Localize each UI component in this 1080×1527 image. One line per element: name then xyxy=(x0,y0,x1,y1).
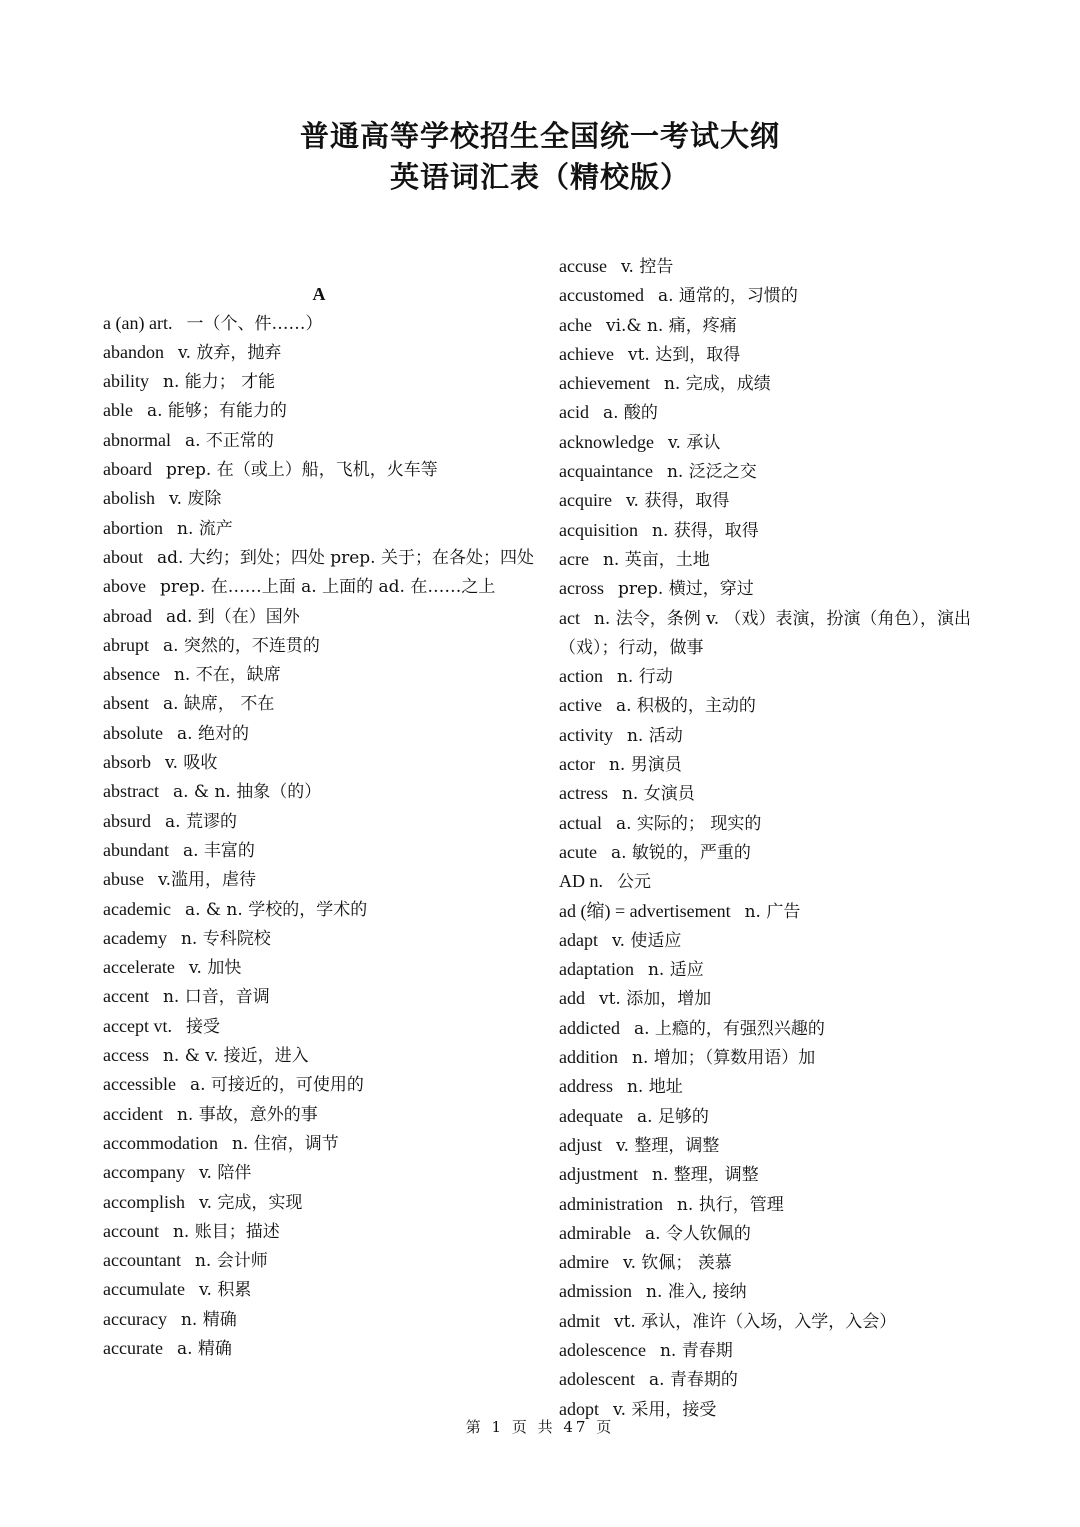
entry-word: adjust xyxy=(559,1134,602,1155)
entry-definition: v. 获得，取得 xyxy=(625,491,730,512)
document-title: 普通高等学校招生全国统一考试大纲 xyxy=(299,119,780,153)
entry-word: above xyxy=(103,576,146,597)
vocab-entry xyxy=(559,691,991,720)
entry-definition: a. 绝对的 xyxy=(177,723,249,744)
entry-word: accommodation xyxy=(103,1132,218,1153)
vocab-entry xyxy=(103,1275,535,1304)
entry-word: administration xyxy=(559,1193,663,1214)
vocab-entry xyxy=(103,777,535,806)
vocab-entry xyxy=(103,689,535,718)
page-footer: 第 1 页 共 47 页 xyxy=(465,1418,615,1436)
vocab-entry xyxy=(559,1277,991,1306)
vocab-entry xyxy=(103,484,535,513)
entry-word: academic xyxy=(103,898,171,919)
entry-word: abnormal xyxy=(103,429,171,450)
entry-definition: n. 增加；（算数用语）加 xyxy=(632,1048,816,1069)
vocab-entry xyxy=(559,1072,991,1101)
entry-word: absurd xyxy=(103,810,151,831)
entry-definition: n. 英亩，土地 xyxy=(602,549,710,570)
entry-definition: n. 地址 xyxy=(626,1077,683,1098)
vocab-entry xyxy=(559,1190,991,1219)
entry-word: admit xyxy=(559,1310,600,1331)
vocab-entry xyxy=(559,1102,991,1131)
entry-word: accuracy xyxy=(103,1308,167,1329)
entry-definition: vi.& n. 痛，疼痛 xyxy=(605,315,737,336)
vocab-entry xyxy=(103,309,535,338)
entry-definition: a. 酸的 xyxy=(602,403,658,424)
vocab-entry xyxy=(103,1158,535,1187)
vocab-entry xyxy=(559,1219,991,1248)
vocab-entry xyxy=(103,748,535,777)
entry-definition: a. 令人钦佩的 xyxy=(644,1223,751,1244)
entry-definition: n. & v. 接近，进入 xyxy=(162,1046,309,1067)
entry-definition: n. 不在，缺席 xyxy=(173,665,281,686)
entry-word: adjustment xyxy=(559,1164,638,1185)
vocab-entry xyxy=(103,836,535,865)
vocab-entry xyxy=(559,428,991,457)
vocab-entry xyxy=(103,924,535,953)
vocab-entry xyxy=(103,982,535,1011)
left-column xyxy=(103,252,535,1363)
entry-word: accident xyxy=(103,1103,163,1124)
vocab-entry xyxy=(559,867,991,896)
entry-word: acute xyxy=(559,841,597,862)
entry-definition: n. 账目；描述 xyxy=(172,1221,280,1242)
entry-definition: prep. 横过，穿过 xyxy=(617,579,754,600)
vocab-entry xyxy=(559,662,991,691)
entry-definition: a. 精确 xyxy=(176,1338,232,1359)
entry-definition: prep. 在（或上）船，飞机，火车等 xyxy=(165,460,438,481)
entry-word: add xyxy=(559,988,585,1009)
entry-word: activity xyxy=(559,724,613,745)
entry-definition: n. 法令，条例 v. （戏）表演，扮演（角色），演出（戏）；行动，做事 xyxy=(559,608,972,658)
entry-word: absolute xyxy=(103,722,163,743)
entry-definition: v. 使适应 xyxy=(611,930,682,951)
entry-word: actual xyxy=(559,812,602,833)
entry-word: absence xyxy=(103,664,160,685)
entry-word: acquaintance xyxy=(559,461,653,482)
vocab-entry xyxy=(559,252,991,281)
entry-word: abolish xyxy=(103,488,155,509)
entry-definition: ad. 到（在）国外 xyxy=(165,606,300,627)
entry-word: absent xyxy=(103,693,149,714)
vocab-entry xyxy=(103,396,535,425)
entry-definition: n. 女演员 xyxy=(621,784,695,805)
vocab-entry xyxy=(559,340,991,369)
entry-definition: 一（个、件……） xyxy=(186,313,323,334)
entry-word: admirable xyxy=(559,1222,631,1243)
entry-word: admission xyxy=(559,1281,633,1302)
entry-word: address xyxy=(559,1076,613,1097)
entry-word: abstract xyxy=(103,781,159,802)
vocab-entry xyxy=(103,514,535,543)
vocab-entry xyxy=(103,660,535,689)
entry-definition: prep. 在……上面 a. 上面的 ad. 在……之上 xyxy=(159,577,496,598)
entry-definition: v. 吸收 xyxy=(165,753,218,774)
vocab-entry xyxy=(559,574,991,603)
vocab-entry xyxy=(103,953,535,982)
entry-word: absorb xyxy=(103,752,151,773)
entry-word: accent xyxy=(103,986,149,1007)
entry-word: admire xyxy=(559,1252,609,1273)
entry-definition: a. 上瘾的，有强烈兴趣的 xyxy=(633,1018,825,1039)
vocab-entry xyxy=(559,750,991,779)
entry-definition: a. 荒谬的 xyxy=(165,811,237,832)
entry-word: account xyxy=(103,1220,159,1241)
entry-word: ad (缩) = advertisement xyxy=(559,900,731,921)
entry-definition: n. 泛泛之交 xyxy=(666,462,757,483)
entry-definition: n. 流产 xyxy=(177,518,233,539)
entry-definition: n. 专科院校 xyxy=(180,928,271,949)
entry-word: abuse xyxy=(103,869,144,890)
entry-definition: a. 青春期的 xyxy=(648,1370,738,1391)
entry-word: achievement xyxy=(559,373,650,394)
entry-word: adapt xyxy=(559,929,598,950)
entry-definition: v.滥用，虐待 xyxy=(157,870,256,891)
entry-definition: n. 准入, 接纳 xyxy=(646,1282,747,1303)
vocab-entry xyxy=(559,1336,991,1365)
vocab-entry xyxy=(559,398,991,427)
left-entry-list xyxy=(103,309,535,1364)
entry-definition: v. 加快 xyxy=(188,958,242,979)
entry-word: adaptation xyxy=(559,959,634,980)
vocab-entry xyxy=(103,426,535,455)
entry-definition: a. 敏锐的，严重的 xyxy=(610,842,751,863)
entry-word: acquire xyxy=(559,490,612,511)
section-letter: A xyxy=(312,284,326,305)
entry-word: ability xyxy=(103,371,149,392)
entry-definition: n. 获得，取得 xyxy=(652,520,759,541)
entry-word: able xyxy=(103,400,133,421)
entry-definition: vt. 添加，增加 xyxy=(599,989,712,1010)
vocab-entry xyxy=(559,486,991,515)
entry-definition: a. 可接近的，可使用的 xyxy=(189,1075,364,1096)
vocab-entry xyxy=(559,1365,991,1394)
entry-word: accountant xyxy=(103,1250,181,1271)
entry-word: acid xyxy=(559,402,589,423)
entry-word: abandon xyxy=(103,341,164,362)
entry-definition: n. 适应 xyxy=(647,960,704,981)
entry-definition: vt. 承认，准许（入场，入学，入会） xyxy=(614,1311,897,1332)
vocab-entry xyxy=(103,865,535,894)
entry-definition: n. 整理，调整 xyxy=(652,1165,759,1186)
entry-definition: 公元 xyxy=(617,872,651,893)
entry-definition: a. 突然的，不连贯的 xyxy=(162,635,320,656)
entry-definition: v. 积累 xyxy=(198,1280,252,1301)
entry-definition: n. 男演员 xyxy=(608,755,682,776)
vocab-entry xyxy=(103,455,535,484)
vocab-entry xyxy=(559,369,991,398)
entry-definition: a. 足够的 xyxy=(636,1106,709,1127)
entry-word: actress xyxy=(559,783,608,804)
vocab-entry xyxy=(103,602,535,631)
entry-definition: a. 通常的，习惯的 xyxy=(657,286,798,307)
entry-word: accept vt. xyxy=(103,1015,172,1036)
entry-definition: n. 活动 xyxy=(626,725,683,746)
vocab-entry xyxy=(559,1014,991,1043)
entry-definition: v. 废除 xyxy=(169,489,222,510)
entry-definition: vt. 达到，取得 xyxy=(627,344,741,365)
entry-word: accuse xyxy=(559,256,607,276)
vocab-entry xyxy=(103,719,535,748)
entry-definition: n. 行动 xyxy=(616,667,673,688)
vocab-entry xyxy=(559,311,991,340)
vocab-entry xyxy=(559,809,991,838)
entry-definition: v. 整理，调整 xyxy=(616,1135,720,1156)
vocab-entry xyxy=(559,545,991,574)
vocab-entry xyxy=(559,955,991,984)
entry-word: a (an) art. xyxy=(103,312,173,333)
entry-word: adolescence xyxy=(559,1339,646,1360)
vocab-entry xyxy=(559,457,991,486)
entry-definition: a. 缺席， 不在 xyxy=(162,694,275,715)
vocab-entry xyxy=(103,1334,535,1363)
entry-word: achieve xyxy=(559,343,614,364)
vocab-entry xyxy=(103,367,535,396)
vocab-entry xyxy=(559,779,991,808)
vocab-entry xyxy=(559,516,991,545)
vocab-entry xyxy=(103,338,535,367)
entry-word: act xyxy=(559,607,580,628)
entry-word: accurate xyxy=(103,1337,163,1358)
right-column xyxy=(559,252,991,1424)
vocab-entry xyxy=(103,895,535,924)
entry-definition: n. 广告 xyxy=(744,901,801,922)
entry-definition: n. 事故，意外的事 xyxy=(176,1104,318,1125)
entry-word: accelerate xyxy=(103,957,175,978)
right-entry-list xyxy=(559,252,991,1424)
entry-definition: a. & n. 学校的，学术的 xyxy=(184,899,368,920)
entry-definition: v. 承认 xyxy=(667,432,721,453)
entry-definition: a. 积极的，主动的 xyxy=(615,696,756,717)
entry-word: abundant xyxy=(103,839,169,860)
vocab-entry xyxy=(103,807,535,836)
entry-word: active xyxy=(559,695,602,716)
entry-word: addition xyxy=(559,1047,618,1068)
entry-definition: a. & n. 抽象（的） xyxy=(172,782,322,803)
vocab-entry xyxy=(559,721,991,750)
entry-word: across xyxy=(559,578,604,599)
entry-definition: 接受 xyxy=(185,1016,220,1037)
vocab-entry xyxy=(559,604,991,663)
vocab-entry xyxy=(103,1041,535,1070)
entry-word: action xyxy=(559,666,603,687)
vocab-entry xyxy=(103,631,535,660)
vocab-entry xyxy=(559,984,991,1013)
vocab-entry xyxy=(559,1043,991,1072)
entry-definition: v. 采用，接受 xyxy=(613,1399,717,1420)
entry-word: ache xyxy=(559,314,592,335)
vocab-entry xyxy=(559,1131,991,1160)
entry-word: AD n. xyxy=(559,871,603,892)
entry-word: accustomed xyxy=(559,285,644,306)
entry-definition: n. 青春期 xyxy=(659,1340,733,1361)
entry-definition: ad. 大约；到处；四处 prep. 关于；在各处；四处 xyxy=(157,547,534,568)
entry-word: acre xyxy=(559,548,589,569)
entry-definition: n. 会计师 xyxy=(194,1251,268,1272)
vocab-entry xyxy=(559,1248,991,1277)
entry-definition: a. 能够；有能力的 xyxy=(146,401,287,422)
vocab-entry xyxy=(559,1160,991,1189)
vocab-entry xyxy=(103,543,535,572)
entry-word: accompany xyxy=(103,1162,185,1183)
entry-definition: n. 住宿，调节 xyxy=(231,1133,339,1154)
entry-word: accumulate xyxy=(103,1279,185,1300)
vocab-entry xyxy=(103,1012,535,1041)
vocab-entry xyxy=(103,1070,535,1099)
entry-definition: v. 陪伴 xyxy=(198,1163,252,1184)
vocab-entry xyxy=(103,1100,535,1129)
vocab-entry xyxy=(103,1305,535,1334)
entry-definition: v. 完成，实现 xyxy=(198,1192,303,1213)
entry-definition: v. 钦佩； 羡慕 xyxy=(622,1253,732,1274)
entry-definition: a. 不正常的 xyxy=(184,430,274,451)
vocab-entry xyxy=(559,838,991,867)
entry-word: aboard xyxy=(103,459,152,480)
entry-word: adolescent xyxy=(559,1369,635,1390)
entry-word: abortion xyxy=(103,517,163,538)
entry-definition: v. 放弃，抛弃 xyxy=(177,342,282,363)
entry-word: adequate xyxy=(559,1105,623,1126)
entry-word: actor xyxy=(559,754,595,775)
vocab-entry xyxy=(103,1129,535,1158)
document-subtitle: 英语词汇表（精校版） xyxy=(389,160,690,194)
entry-word: access xyxy=(103,1045,149,1066)
entry-definition: a. 丰富的 xyxy=(182,840,255,861)
entry-word: adopt xyxy=(559,1398,599,1419)
entry-definition: a. 实际的； 现实的 xyxy=(615,813,762,834)
vocab-entry xyxy=(559,281,991,310)
entry-word: academy xyxy=(103,927,167,948)
entry-definition: n. 执行，管理 xyxy=(676,1194,784,1215)
entry-word: accessible xyxy=(103,1074,176,1095)
vocab-entry xyxy=(103,1188,535,1217)
entry-definition: n. 口音，音调 xyxy=(162,987,270,1008)
entry-definition: v. 控告 xyxy=(620,257,674,277)
vocab-entry xyxy=(103,1217,535,1246)
vocab-entry xyxy=(559,926,991,955)
vocab-entry xyxy=(559,897,991,926)
entry-word: acknowledge xyxy=(559,431,654,452)
entry-word: acquisition xyxy=(559,519,638,540)
entry-word: addicted xyxy=(559,1017,620,1038)
vocab-entry xyxy=(103,1246,535,1275)
vocab-entry xyxy=(559,1307,991,1336)
entry-word: abrupt xyxy=(103,634,149,655)
entry-definition: n. 能力； 才能 xyxy=(163,372,276,393)
entry-word: about xyxy=(103,546,143,567)
entry-definition: n. 精确 xyxy=(180,1309,237,1330)
entry-word: accomplish xyxy=(103,1191,185,1212)
vocab-entry xyxy=(103,572,535,601)
column-spacer xyxy=(103,252,535,280)
entry-word: abroad xyxy=(103,605,152,626)
entry-definition: n. 完成，成绩 xyxy=(663,374,771,395)
